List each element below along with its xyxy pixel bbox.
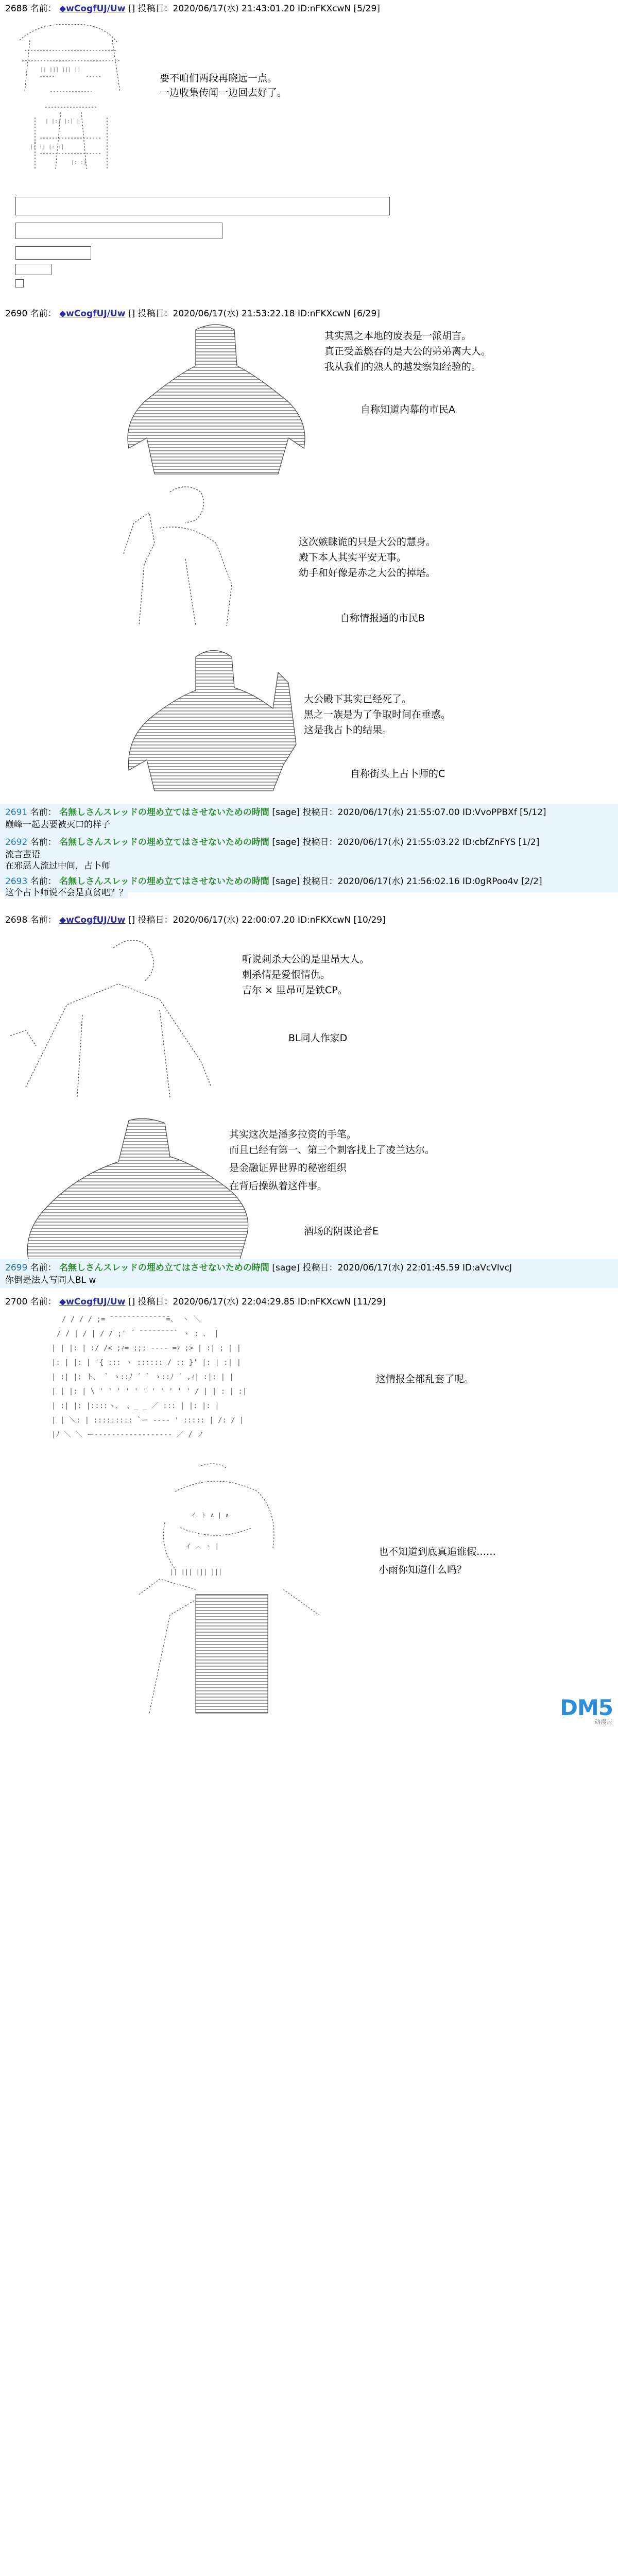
post-name-label: 名前： <box>30 1297 57 1307</box>
reply-number[interactable]: 2699 <box>5 1263 28 1273</box>
svg-text:イ ︿ ヽ |: イ ︿ ヽ | <box>185 1543 219 1550</box>
reply-header-2692 <box>5 837 539 848</box>
reply-number[interactable]: 2693 <box>5 876 28 887</box>
poster-name-link[interactable]: ◆wCogfUJ/Uw <box>59 4 126 14</box>
post-header-2700 <box>5 1296 386 1308</box>
reply-header-2691 <box>5 807 546 818</box>
post-meta: [] 投稿日：2020/06/17(水) 22:00:07.20 ID:nFKXcwN [10/29] <box>128 915 386 925</box>
post-header-2688 <box>5 3 380 14</box>
character-caption: 自称街头上占卜师的C <box>350 768 445 779</box>
dialogue-line: 也不知道到底真追谁假…… <box>379 1546 496 1557</box>
post-number: 2698 <box>5 915 28 925</box>
post-number: 2688 <box>5 4 28 14</box>
reply-name: 名無しさんスレッドの埋め立てはさせないための時間 <box>59 807 269 818</box>
reply-name-label: 名前： <box>30 1263 57 1273</box>
ascii-art-man-a <box>118 319 314 479</box>
dialogue-line: 在背后操纵着这件事。 <box>229 1180 328 1192</box>
post-header-2698 <box>5 914 386 926</box>
svg-text:| | |: | \ ' ' ' ' ' ' ' ' ' ': | | |: | \ ' ' ' ' ' ' ' ' ' ' ' / | | : | :| <box>52 1387 247 1396</box>
dialogue-line: 这次嫉睐诡的只是大公的慧身。 <box>299 536 436 548</box>
reply-body: 这个占卜师说不会是真贫吧？？ <box>5 888 128 898</box>
reply-name: 名無しさんスレッドの埋め立てはさせないための時間 <box>59 876 269 887</box>
ascii-art-girl-2 <box>118 1461 340 1718</box>
reply-name-label: 名前： <box>30 876 57 887</box>
dialogue-line: 一边收集传闻一边回去好了。 <box>160 87 287 98</box>
svg-text:| |:| |:| |: | |:| |:| | <box>45 118 80 124</box>
dialogue-line: 而且已经有第一、第三个刺客找上了凌兰达尔。 <box>229 1144 435 1156</box>
svg-text:|ﾉ ＼ ＼ ー------------------ ／ /: |ﾉ ＼ ＼ ー------------------ ／ / ノ <box>52 1431 204 1439</box>
svg-text:|: | |: | '{ ::: ヽ :::::: / ::: |: | |: | '{ ::: ヽ :::::: / :: }' |: | :| | <box>52 1359 242 1367</box>
reply-header-2699 <box>5 1262 512 1274</box>
post-meta: [] 投稿日：2020/06/17(水) 21:53:22.18 ID:nFKXcwN [6/29] <box>128 309 380 319</box>
character-caption: 酒场的阴谋论者E <box>304 1226 379 1237</box>
reply-body: 巅峰一起去要被灭口的样子 <box>5 820 110 830</box>
dialogue-line: 其实这次是潘多拉资的手笔。 <box>229 1129 357 1140</box>
watermark-brand: DM5 <box>560 1695 613 1720</box>
reply-mail: [sage] <box>272 876 300 887</box>
reply-name: 名無しさんスレッドの埋め立てはさせないための時間 <box>59 837 269 848</box>
reply-mail: [sage] <box>272 807 300 818</box>
svg-text:| :| |: ト、 ` ゝ::ﾉ ´ ` ゝ::ﾉ ´ ,: | :| |: ト、 ` ゝ::ﾉ ´ ` ゝ::ﾉ ´ ,ｨ| :|: | | <box>52 1373 234 1381</box>
dialogue-line: 吉尔 × 里昂可是铁CP。 <box>242 985 348 996</box>
blank-text-box <box>15 246 91 260</box>
dialogue-line: 听说刺杀大公的是里昂大人。 <box>242 954 370 965</box>
svg-text:/ / / / ;= ̄ ̄ ̄ ̄ ̄ ̄ ̄ ̄ ̄ ̄: / / / / ;= ̄ ̄ ̄ ̄ ̄ ̄ ̄ ̄ ̄ ̄ ̄ ̄ ̄ ̄=、 ヽ ＼ <box>62 1315 201 1324</box>
svg-text:|| ||| ||| ||: || ||| ||| || <box>40 67 81 73</box>
character-caption: 自称知道内幕的市民A <box>360 404 455 415</box>
svg-text:| | |: | :/ /< ;ｨ= ;;; ---- =ｧ: | | |: | :/ /< ;ｨ= ;;; ---- =ｧ ;> | :| ; | | <box>52 1344 242 1352</box>
dialogue-line: 刺杀情是爱恨情仇。 <box>242 969 331 980</box>
dialogue-line: 是金融证界世界的秘密组织 <box>229 1162 347 1174</box>
svg-text:| | ＼: | ::::::::: `ー ---- ' :: | | ＼: | ::::::::: `ー ---- ' ::::: | /: / | <box>52 1416 244 1425</box>
dialogue-line: 我从我们的熟人的越发察知经验的。 <box>324 361 482 372</box>
watermark-sub: 动漫屋 <box>594 1718 613 1725</box>
reply-name-label: 名前： <box>30 837 57 848</box>
post-header-2690 <box>5 308 380 319</box>
reply-mail: [sage] <box>272 1263 300 1273</box>
blank-text-box <box>15 223 222 239</box>
dialogue-line: 小雨你知道什么吗？ <box>379 1564 467 1575</box>
post-name-label: 名前： <box>30 915 57 925</box>
svg-text:/ / | / | / / ;' ´ ̄ ̄ ̄ ̄ ̄ ̄: / / | / | / / ;' ´ ̄ ̄ ̄ ̄ ̄ ̄ ̄ ̄ ` ヽ ; 、 | <box>57 1330 219 1338</box>
dialogue-line: 这情报全都乱套了呢。 <box>376 1374 474 1385</box>
blank-text-box <box>15 279 24 287</box>
ascii-art-girl-1 <box>9 20 133 174</box>
blank-text-box <box>15 264 52 275</box>
watermark-logo <box>560 1695 613 1726</box>
svg-text:イ ト ∧ | ∧: イ ト ∧ | ∧ <box>191 1512 229 1519</box>
dialogue-line: 真正受盖燃吞的是大公的弟弟离大人。 <box>324 346 491 357</box>
poster-name-link[interactable]: ◆wCogfUJ/Uw <box>59 1297 126 1307</box>
reply-meta: 投稿日：2020/06/17(水) 21:55:07.00 ID:VvoPPBXf [5/12] <box>302 807 546 818</box>
reply-number[interactable]: 2691 <box>5 807 28 818</box>
ascii-art-face-panel <box>46 1311 335 1443</box>
character-caption: 自称情报通的市民B <box>340 613 425 624</box>
svg-text:|: :| |: :|: |: :| |: :| <box>30 144 64 150</box>
character-caption: BL同人作家D <box>288 1032 348 1044</box>
reply-meta: 投稿日：2020/06/17(水) 21:55:03.22 ID:cbfZnFYS [1/2] <box>302 837 540 848</box>
poster-name-link[interactable]: ◆wCogfUJ/Uw <box>59 309 126 319</box>
poster-name-link[interactable]: ◆wCogfUJ/Uw <box>59 915 126 925</box>
dialogue-line: 其实黑之本地的废表是一派胡言。 <box>324 330 472 342</box>
post-number: 2700 <box>5 1297 28 1307</box>
reply-name: 名無しさんスレッドの埋め立てはさせないための時間 <box>59 1263 269 1273</box>
svg-text:|| ||| ||| |||: || ||| ||| ||| <box>170 1568 222 1575</box>
reply-header-2693 <box>5 876 542 887</box>
svg-text:|: :|: |: :| <box>71 160 87 165</box>
blank-text-box <box>15 197 390 215</box>
dialogue-line: 大公殿下其实已经死了。 <box>304 693 412 705</box>
post-name-label: 名前： <box>30 309 57 319</box>
ascii-art-figure-d <box>5 933 232 1103</box>
dialogue-line: 殿下本人其实平安无事。 <box>299 552 407 563</box>
reply-meta: 投稿日：2020/06/17(水) 22:01:45.59 ID:aVcVlvcJ <box>302 1263 512 1273</box>
reply-number[interactable]: 2692 <box>5 837 28 848</box>
ascii-art-man-c <box>118 641 324 796</box>
post-name-label: 名前： <box>30 4 57 14</box>
reply-body: 你倒是法人写同人BL w <box>5 1275 96 1285</box>
post-meta: [] 投稿日：2020/06/17(水) 21:43:01.20 ID:nFKXcwN [5/29] <box>128 4 380 14</box>
ascii-art-figure-b <box>113 482 278 631</box>
reply-name-label: 名前： <box>30 807 57 818</box>
dialogue-line: 黑之一族是为了争取时间在垂惑。 <box>304 709 451 720</box>
reply-body: 流言蜚语 <box>5 850 40 860</box>
reply-meta: 投稿日：2020/06/17(水) 21:56:02.16 ID:0gRPoo4v [2/2] <box>302 876 542 887</box>
post-number: 2690 <box>5 309 28 319</box>
dialogue-line: 幼手和好像是赤之大公的掉塔。 <box>299 567 436 579</box>
post-meta: [] 投稿日：2020/06/17(水) 22:04:29.85 ID:nFKXcwN [11/29] <box>128 1297 386 1307</box>
dialogue-line: 这是我占卜的结果。 <box>304 724 392 736</box>
svg-text:| :| |: |::::ヽ、 、_ _ ／ ::: | |: | :| |: |::::ヽ、 、_ _ ／ ::: | |: |: | <box>52 1402 219 1410</box>
reply-mail: [sage] <box>272 837 300 848</box>
dialogue-line: 要不咱们两段再晓远一点。 <box>160 73 278 84</box>
reply-body: 在邪恶人流过中间，占卜师 <box>5 861 110 871</box>
